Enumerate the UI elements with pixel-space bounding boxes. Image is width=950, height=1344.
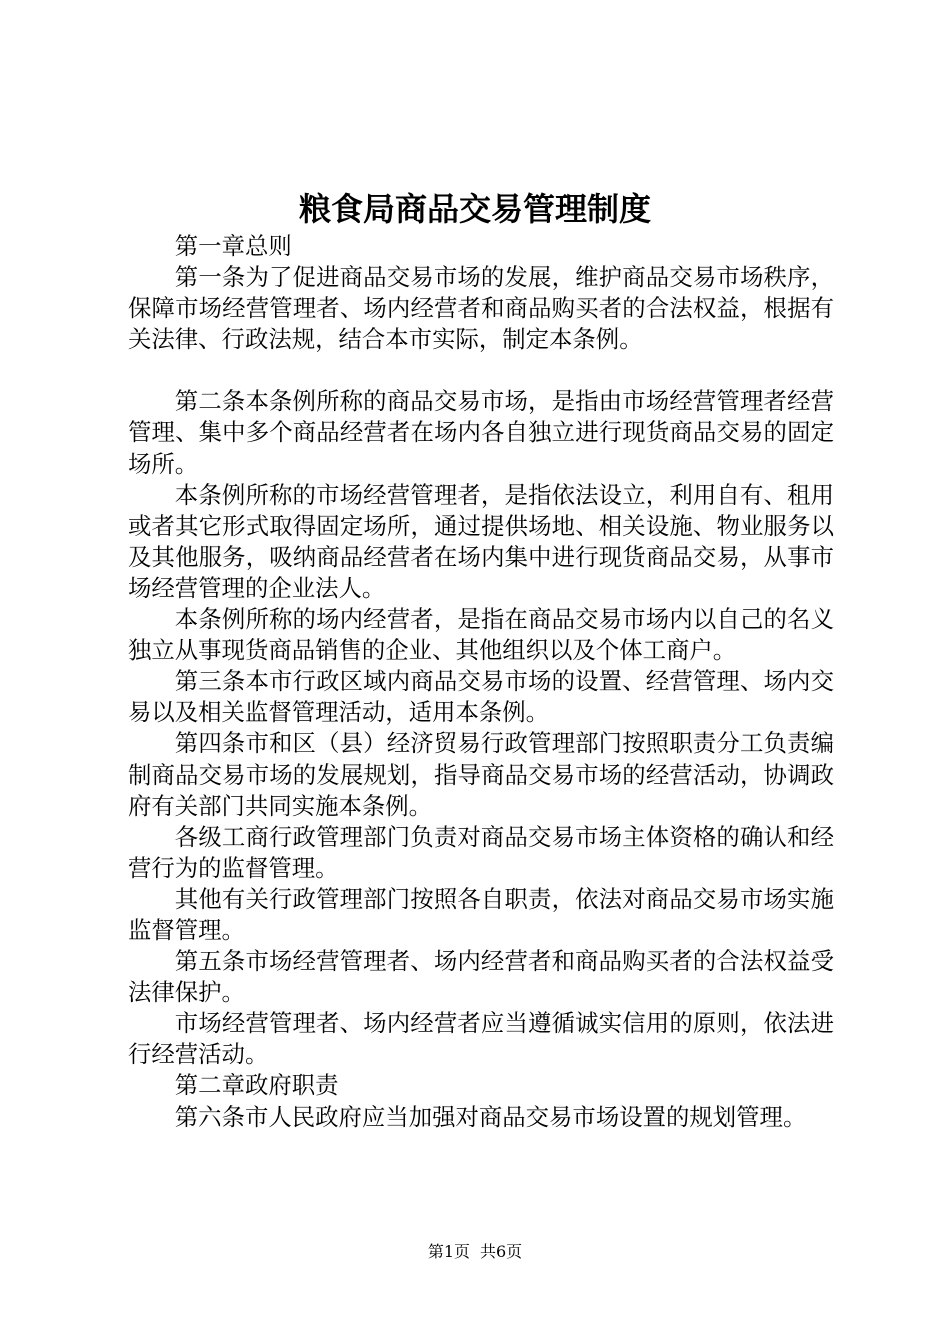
article-paragraph: 第四条市和区（县）经济贸易行政管理部门按照职责分工负责编制商品交易市场的发展规划，指导商品交易市场的经营活动，协调政府有关部门共同实施本条例。 — [128, 729, 834, 820]
page-total: 共6页 — [480, 1242, 523, 1261]
document-title: 粮食局商品交易管理制度 — [298, 190, 651, 228]
document-body — [128, 231, 834, 1133]
page-number: 第1页 — [427, 1242, 470, 1261]
article-paragraph: 第六条市人民政府应当加强对商品交易市场设置的规划管理。 — [174, 1102, 807, 1131]
article-paragraph: 第二条本条例所称的商品交易市场，是指由市场经营管理者经营管理、集中多个商品经营者在场内各自独立进行现货商品交易的固定场所。 — [128, 387, 834, 478]
article-paragraph: 第一条为了促进商品交易市场的发展，维护商品交易市场秩序，保障市场经营管理者、场内经营者和商品购买者的合法权益，根据有关法律、行政法规，结合本市实际，制定本条例。 — [128, 263, 834, 354]
article-paragraph: 第三条本市行政区域内商品交易市场的设置、经营管理、场内交易以及相关监督管理活动，适用本条例。 — [128, 667, 834, 727]
page-footer — [0, 1242, 950, 1262]
article-paragraph: 各级工商行政管理部门负责对商品交易市场主体资格的确认和经营行为的监督管理。 — [128, 822, 834, 882]
article-paragraph: 其他有关行政管理部门按照各自职责，依法对商品交易市场实施监督管理。 — [128, 884, 834, 944]
article-paragraph: 本条例所称的市场经营管理者，是指依法设立，利用自有、租用或者其它形式取得固定场所，通过提供场地、相关设施、物业服务以及其他服务，吸纳商品经营者在场内集中进行现货商品交易，从事市场经营管理的企业法人。 — [128, 480, 834, 602]
chapter-heading: 第一章总则 — [174, 232, 292, 260]
article-paragraph: 第五条市场经营管理者、场内经营者和商品购买者的合法权益受法律保护。 — [128, 947, 834, 1007]
article-paragraph: 市场经营管理者、场内经营者应当遵循诚实信用的原则，依法进行经营活动。 — [128, 1009, 834, 1069]
chapter-heading: 第二章政府职责 — [174, 1071, 339, 1100]
article-paragraph: 本条例所称的场内经营者，是指在商品交易市场内以自己的名义独立从事现货商品销售的企业、其他组织以及个体工商户。 — [128, 605, 834, 665]
